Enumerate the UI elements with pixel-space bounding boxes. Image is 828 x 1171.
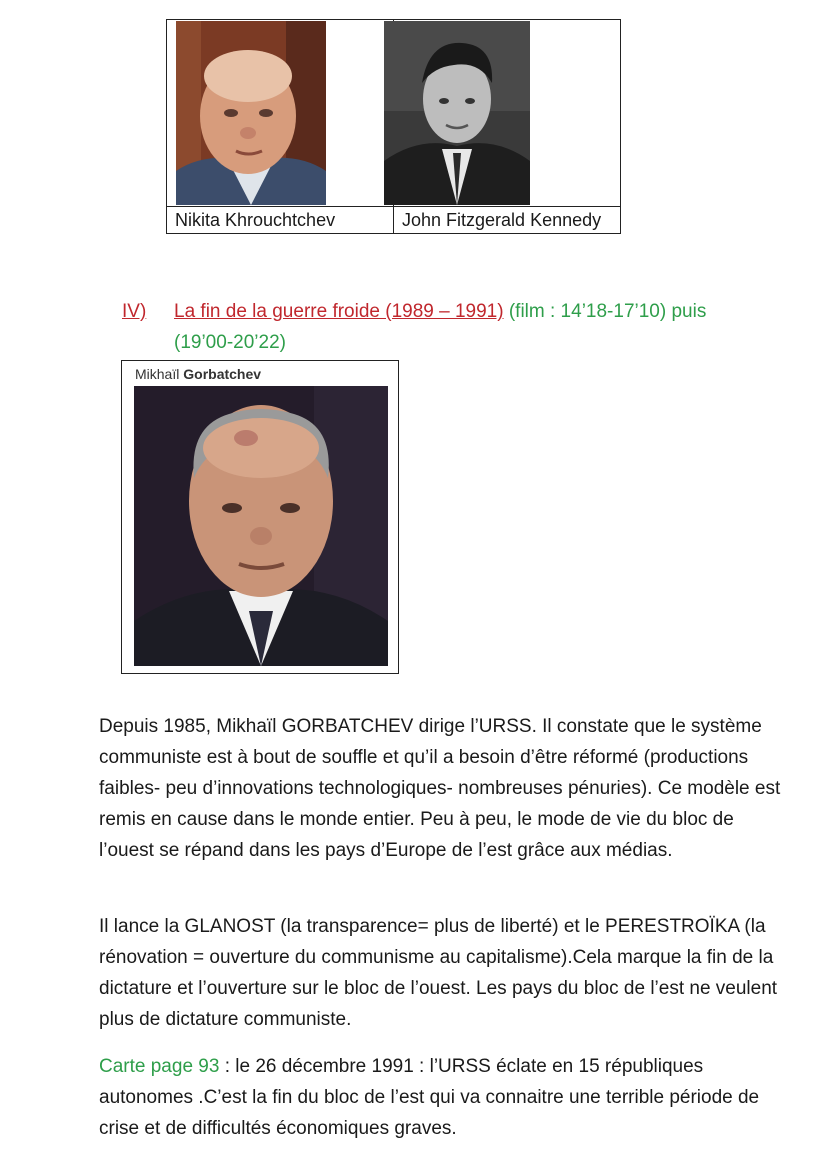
section-title: La fin de la guerre froide (1989 – 1991) <box>174 301 504 322</box>
paragraph-ussr-breakup <box>99 1051 789 1144</box>
section-heading <box>122 296 802 358</box>
khrushchev-caption: Nikita Khrouchtchev <box>167 207 394 234</box>
paragraph-glasnost-perestroika: Il lance la GLANOST (la transparence= plus de liberté) et le PERESTROÏKA (la rénovation = ouverture du communisme au capitalisme).Cela marque la fin de la dictature et l’ouverture sur le bloc de l’ouest. Les pays du bloc de l’est ne veulent plus de dictature communiste. <box>99 916 778 1030</box>
section-number: IV) <box>122 301 147 322</box>
paragraph-gorbachev-reforms: Depuis 1985, Mikhaïl GORBATCHEV dirige l’URSS. Il constate que le système communiste est à bout de souffle et qu’il a besoin d’être réformé (productions faibles- peu d’innovations technologiques- nombreuses pénuries). Ce modèle est remis en cause dans le monde entier. Peu à peu, le mode de vie du bloc de l’ouest se répand dans les pays d’Europe de l’est grâce aux médias. <box>99 716 781 861</box>
gorbachev-first-name: Mikhaïl <box>135 366 180 382</box>
khrushchev-photo <box>176 21 326 205</box>
gorbachev-photo-caption <box>135 366 261 382</box>
kennedy-caption: John Fitzgerald Kennedy <box>394 207 621 234</box>
ussr-breakup-text: : le 26 décembre 1991 : l’URSS éclate en 15 républiques autonomes .C’est la fin du bloc de l’est qui va connaitre une terrible période de crise et de difficultés économiques graves. <box>99 1056 760 1139</box>
gorbachev-last-name: Gorbatchev <box>183 366 262 382</box>
film-reference-continued: (19’00-20’22) <box>174 332 286 353</box>
kennedy-photo <box>384 21 530 205</box>
map-page-reference: Carte page 93 <box>99 1056 220 1077</box>
gorbachev-photo <box>134 386 388 666</box>
film-reference: (film : 14’18-17’10) puis <box>508 301 707 322</box>
